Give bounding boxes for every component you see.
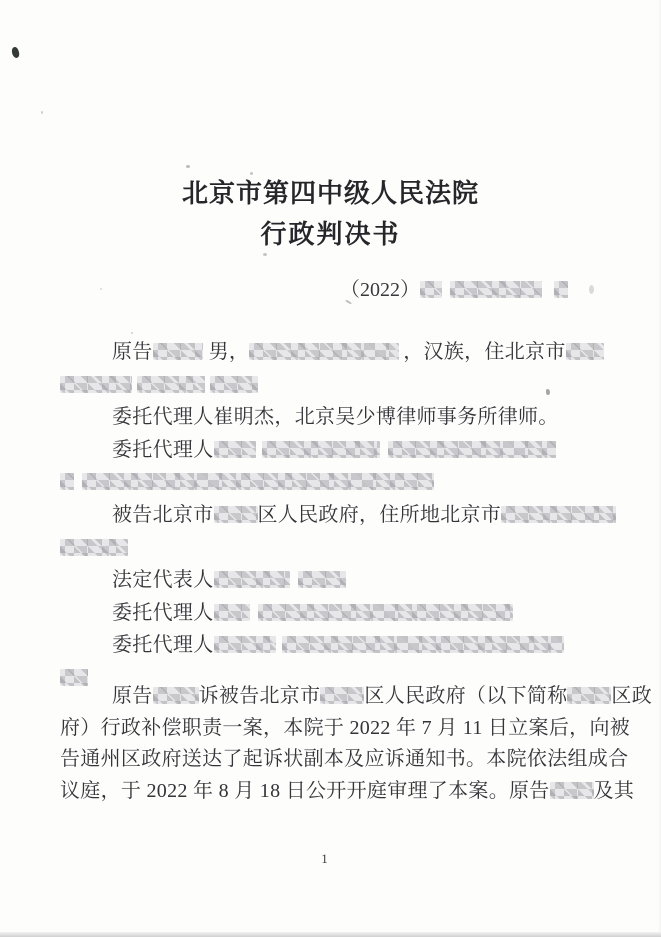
redacted-region bbox=[249, 343, 399, 360]
document-type: 行政判决书 bbox=[260, 219, 401, 249]
redacted-region bbox=[388, 441, 556, 458]
document-text-line bbox=[60, 466, 614, 499]
document-title-block bbox=[0, 173, 661, 255]
text-segment: 区人民政府，住所地北京市 bbox=[257, 503, 502, 526]
text-segment: 委托代理人崔明杰，北京吴少博律师事务所律师。 bbox=[112, 406, 559, 429]
redacted-region bbox=[153, 687, 199, 704]
scan-speck bbox=[589, 285, 594, 294]
redacted-region bbox=[262, 441, 380, 458]
gap bbox=[74, 487, 82, 488]
text-segment: ，汉族，住北京市 bbox=[403, 341, 566, 363]
redacted-region bbox=[214, 506, 258, 523]
redacted-region bbox=[420, 281, 442, 298]
case-summary-paragraph bbox=[60, 681, 653, 807]
scan-speck bbox=[41, 111, 43, 114]
scan-speck bbox=[186, 165, 190, 168]
document-text-line bbox=[60, 713, 631, 745]
court-name: 北京市第四中级人民法院 bbox=[181, 178, 479, 208]
text-segment: 男， bbox=[208, 341, 250, 363]
redacted-region bbox=[214, 441, 256, 458]
text-segment: 委托代理人 bbox=[112, 438, 214, 461]
page-number: 1 bbox=[321, 851, 328, 866]
text-segment: 区人民政府（以下简称 bbox=[364, 685, 568, 707]
text-segment: 府）行政补偿职责一案，本院于 2022 年 7 月 11 日立案后，向被 bbox=[60, 716, 631, 739]
redacted-region bbox=[298, 571, 346, 588]
case-number-line bbox=[340, 277, 568, 303]
document-text-line bbox=[60, 597, 614, 630]
document-text-line bbox=[60, 776, 635, 808]
document-text-line bbox=[60, 336, 614, 369]
redacted-region bbox=[450, 281, 542, 298]
gap bbox=[380, 455, 388, 456]
document-text-line bbox=[60, 499, 614, 532]
redacted-region bbox=[82, 473, 434, 490]
gap bbox=[256, 455, 262, 456]
redacted-region bbox=[320, 687, 364, 704]
redacted-region bbox=[258, 604, 513, 621]
scan-speck bbox=[100, 288, 102, 290]
text-segment: 原告 bbox=[112, 685, 153, 707]
redacted-region bbox=[214, 604, 250, 621]
text-segment: 诉被告北京市 bbox=[198, 685, 321, 707]
redacted-region bbox=[554, 281, 568, 298]
document-text-line bbox=[60, 564, 614, 597]
redacted-region bbox=[60, 473, 74, 490]
redacted-region bbox=[501, 506, 616, 523]
redacted-region bbox=[60, 376, 132, 393]
document-text-line bbox=[60, 401, 614, 434]
redacted-region bbox=[210, 376, 258, 393]
text-segment: 区政 bbox=[611, 685, 653, 707]
text-segment: 被告北京市 bbox=[112, 503, 214, 526]
redacted-region bbox=[214, 636, 276, 653]
document-text-line bbox=[60, 681, 653, 713]
gap bbox=[542, 295, 554, 296]
scan-edge-shadow bbox=[0, 932, 661, 937]
document-text-line bbox=[60, 744, 629, 776]
scan-speck bbox=[131, 332, 133, 334]
document-text-line bbox=[60, 434, 614, 467]
scan-speck bbox=[10, 46, 21, 59]
redacted-region bbox=[567, 687, 611, 704]
text-segment: 告通州区政府送达了起诉状副本及应诉通知书。本院依法组成合 bbox=[60, 748, 629, 771]
text-segment: 原告 bbox=[112, 341, 153, 363]
gap bbox=[250, 618, 258, 619]
redacted-region bbox=[566, 343, 604, 360]
text-segment: 及其 bbox=[593, 779, 635, 802]
redacted-region bbox=[137, 376, 205, 393]
document-text-line bbox=[60, 629, 614, 662]
document-text-line bbox=[60, 369, 614, 402]
gap bbox=[442, 295, 450, 296]
text-segment: 委托代理人 bbox=[112, 634, 214, 657]
redacted-region bbox=[550, 782, 594, 799]
text-segment: 法定代表人 bbox=[112, 569, 214, 592]
gap bbox=[276, 650, 282, 651]
gap bbox=[290, 585, 298, 586]
redacted-region bbox=[153, 343, 203, 360]
redacted-region bbox=[60, 539, 128, 556]
text-segment: 委托代理人 bbox=[112, 601, 214, 624]
case-number-prefix: （2022） bbox=[340, 279, 420, 301]
document-text-line bbox=[60, 532, 614, 565]
redacted-region bbox=[282, 636, 564, 653]
parties-section bbox=[60, 336, 614, 695]
text-segment: 议庭，于 2022 年 8 月 18 日公开开庭审理了本案。原告 bbox=[60, 779, 550, 802]
redacted-region bbox=[214, 571, 290, 588]
